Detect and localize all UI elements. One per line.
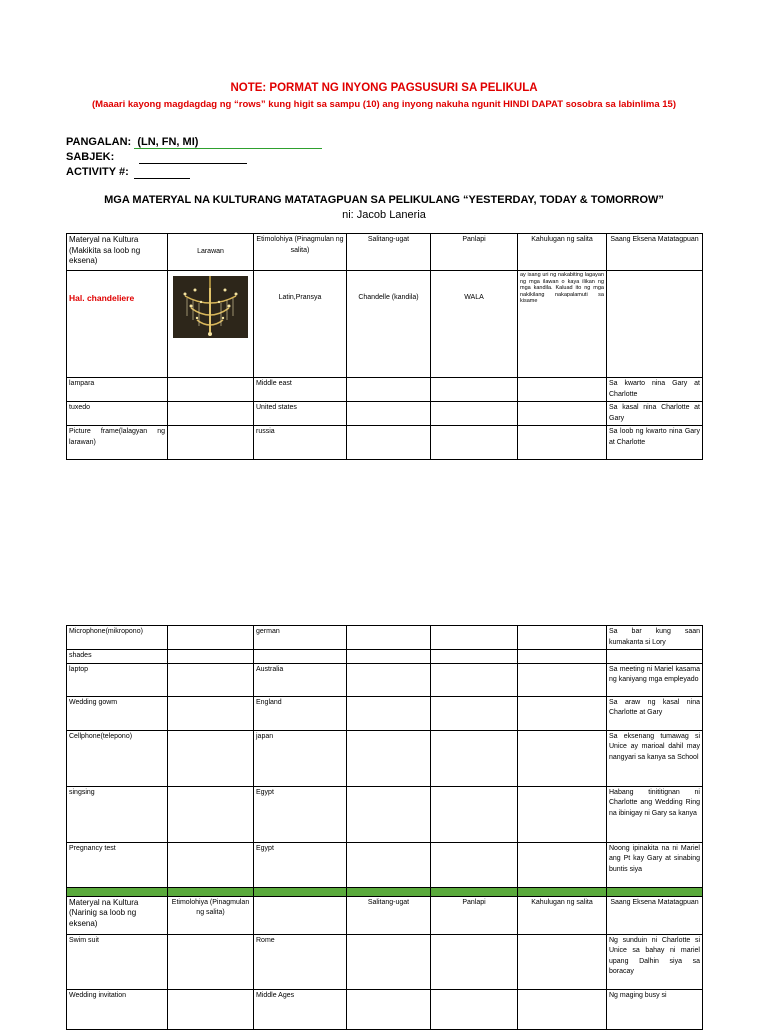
row-materyal: shades — [67, 650, 168, 664]
header2-eksena: Saang Eksena Matatagpuan — [607, 896, 703, 934]
note-subtitle: (Maaari kayong magdagdag ng “rows” kung higit sa sampu (10) ang inyong nakuha ngunit HINDI DAPAT sosobra sa labinlima 15) — [92, 99, 676, 110]
table-row — [67, 626, 703, 650]
header2-etimolohiya: Etimolohiya (Pinagmulan ng salita) — [168, 896, 254, 934]
header2-salitang-ugat: Salitang-ugat — [347, 896, 431, 934]
pangalan-blank[interactable] — [134, 136, 322, 149]
row-panlapi — [431, 378, 518, 402]
row-larawan — [168, 696, 254, 730]
table-header-row-2 — [67, 896, 703, 934]
row-kahulugan — [518, 378, 607, 402]
row-materyal: lampara — [67, 378, 168, 402]
table-header-row — [67, 234, 703, 271]
table-row — [67, 402, 703, 426]
header-eksena: Saang Eksena Matatagpuan — [607, 234, 703, 271]
green-cell — [607, 887, 703, 896]
table-materyal-1 — [66, 233, 703, 460]
table-row — [67, 650, 703, 664]
row-materyal: Wedding invitation — [67, 989, 168, 1029]
row-salitang-ugat — [347, 786, 431, 842]
example-eksena — [607, 271, 703, 378]
row-salitang-ugat — [347, 730, 431, 786]
row-kahulugan — [518, 650, 607, 664]
header-materyal: Materyal na Kultura (Makikita sa loob ng eksena) — [67, 234, 168, 271]
row-panlapi — [431, 426, 518, 460]
row-kahulugan — [518, 402, 607, 426]
table-row — [67, 730, 703, 786]
row-materyal: Wedding gowm — [67, 696, 168, 730]
row-eksena: Sa araw ng kasal nina Charlotte at Gary — [607, 696, 703, 730]
row-etimolohiya: Middle Ages — [254, 989, 347, 1029]
row-etimolohiya: Egypt — [254, 842, 347, 887]
green-cell — [254, 887, 347, 896]
row-kahulugan — [518, 842, 607, 887]
row-salitang-ugat — [347, 663, 431, 696]
row-materyal: Picture frame(lalagyan ng larawan) — [67, 426, 168, 460]
row-larawan — [168, 626, 254, 650]
row-etimolohiya: Egypt — [254, 786, 347, 842]
activity-label: ACTIVITY #: — [66, 166, 129, 178]
row-etimolohiya: german — [254, 626, 347, 650]
row-kahulugan — [518, 626, 607, 650]
note-title: NOTE: PORMAT NG INYONG PAGSUSURI SA PELIKULA — [230, 82, 538, 94]
main-byline: ni: Jacob Laneria — [342, 209, 426, 221]
row-eksena: Sa kwarto nina Gary at Charlotte — [607, 378, 703, 402]
row-kahulugan — [518, 934, 607, 989]
green-cell — [518, 887, 607, 896]
header-larawan: Larawan — [168, 234, 254, 271]
row-eksena: Ng sunduin ni Charlotte si Unice sa bahay ni mariel upang Dalhin siya sa boracay — [607, 934, 703, 989]
table-materyal-2 — [66, 625, 703, 1030]
row-panlapi — [431, 842, 518, 887]
row-panlapi — [431, 934, 518, 989]
row-etimolohiya: Australia — [254, 663, 347, 696]
row-etimolohiya: Rome — [254, 934, 347, 989]
row-panlapi — [431, 402, 518, 426]
row-etimolohiya — [254, 650, 347, 664]
header-panlapi: Panlapi — [431, 234, 518, 271]
row-eksena: Habang tinititignan ni Charlotte ang Wedding Ring na ibinigay ni Gary sa kanya — [607, 786, 703, 842]
header2-panlapi: Panlapi — [431, 896, 518, 934]
row-larawan — [168, 650, 254, 664]
example-larawan — [168, 271, 254, 378]
row-salitang-ugat — [347, 989, 431, 1029]
pangalan-label: PANGALAN: — [66, 136, 132, 148]
sabjek-blank[interactable] — [139, 151, 247, 164]
row-materyal: Microphone(mikropono) — [67, 626, 168, 650]
row-panlapi — [431, 650, 518, 664]
table-row — [67, 696, 703, 730]
header2-kahulugan: Kahulugan ng salita — [518, 896, 607, 934]
row-salitang-ugat — [347, 426, 431, 460]
green-cell — [168, 887, 254, 896]
row-salitang-ugat — [347, 402, 431, 426]
table-row — [67, 786, 703, 842]
sabjek-field — [66, 151, 247, 164]
table-row — [67, 989, 703, 1029]
row-panlapi — [431, 989, 518, 1029]
sabjek-label: SABJEK: — [66, 151, 115, 163]
activity-blank[interactable] — [134, 166, 190, 179]
row-materyal: singsing — [67, 786, 168, 842]
green-cell — [431, 887, 518, 896]
row-etimolohiya: England — [254, 696, 347, 730]
row-kahulugan — [518, 426, 607, 460]
row-panlapi — [431, 663, 518, 696]
row-eksena: Sa loob ng kwarto nina Gary at Charlotte — [607, 426, 703, 460]
row-kahulugan — [518, 786, 607, 842]
table-row — [67, 426, 703, 460]
table-row — [67, 378, 703, 402]
row-larawan — [168, 786, 254, 842]
row-eksena: Sa eksenang tumawag si Unice ay marioal dahil may nangyari sa kanya sa School — [607, 730, 703, 786]
example-panlapi: WALA — [431, 271, 518, 378]
main-title: MGA MATERYAL NA KULTURANG MATATAGPUAN SA PELIKULANG “YESTERDAY, TODAY & TOMORROW” — [104, 194, 664, 206]
row-empty — [168, 989, 254, 1029]
row-empty — [168, 934, 254, 989]
row-eksena: Ng maging busy si — [607, 989, 703, 1029]
row-larawan — [168, 378, 254, 402]
row-etimolohiya: Middle east — [254, 378, 347, 402]
pangalan-value: (LN, FN, MI) — [137, 136, 199, 148]
row-salitang-ugat — [347, 626, 431, 650]
row-materyal: tuxedo — [67, 402, 168, 426]
green-cell — [67, 887, 168, 896]
row-kahulugan — [518, 989, 607, 1029]
activity-field — [66, 166, 190, 179]
row-larawan — [168, 402, 254, 426]
green-divider-row — [67, 887, 703, 896]
row-etimolohiya: russia — [254, 426, 347, 460]
header-kahulugan: Kahulugan ng salita — [518, 234, 607, 271]
row-larawan — [168, 842, 254, 887]
row-panlapi — [431, 786, 518, 842]
row-larawan — [168, 663, 254, 696]
row-salitang-ugat — [347, 934, 431, 989]
chandelier-icon — [173, 276, 248, 338]
row-salitang-ugat — [347, 378, 431, 402]
row-kahulugan — [518, 696, 607, 730]
green-cell — [347, 887, 431, 896]
pangalan-field — [66, 136, 322, 149]
example-etimolohiya: Latin,Pransya — [254, 271, 347, 378]
table-row — [67, 663, 703, 696]
chandelier-photo — [173, 276, 248, 338]
row-eksena: Noong ipinakita na ni Mariel ang Pt kay Gary at sinabing buntis siya — [607, 842, 703, 887]
row-materyal: Pregnancy test — [67, 842, 168, 887]
example-kahulugan: ay isang uri ng nakabiting lagayan ng mga ilawan o kaya ilikan ng mga kandila. Kaluad ito ng mga nakikilang nakapalamuti sa kisame — [518, 271, 607, 378]
header-etimolohiya: Etimolohiya (Pinagmulan ng salita) — [254, 234, 347, 271]
row-salitang-ugat — [347, 696, 431, 730]
row-panlapi — [431, 730, 518, 786]
row-kahulugan — [518, 730, 607, 786]
row-materyal: Cellphone(telepono) — [67, 730, 168, 786]
header2-blank — [254, 896, 347, 934]
header-salitang-ugat: Salitang-ugat — [347, 234, 431, 271]
row-larawan — [168, 426, 254, 460]
header2-materyal: Materyal na Kultura (Narinig sa loob ng eksena) — [67, 896, 168, 934]
table-row — [67, 934, 703, 989]
row-larawan — [168, 730, 254, 786]
table-row — [67, 842, 703, 887]
row-eksena: Sa kasal nina Charlotte at Gary — [607, 402, 703, 426]
example-row — [67, 271, 703, 378]
row-salitang-ugat — [347, 650, 431, 664]
row-eksena: Sa bar kung saan kumakanta si Lory — [607, 626, 703, 650]
row-panlapi — [431, 626, 518, 650]
row-materyal: laptop — [67, 663, 168, 696]
row-eksena — [607, 650, 703, 664]
row-etimolohiya: japan — [254, 730, 347, 786]
row-materyal: Swim suit — [67, 934, 168, 989]
row-panlapi — [431, 696, 518, 730]
row-salitang-ugat — [347, 842, 431, 887]
row-etimolohiya: United states — [254, 402, 347, 426]
example-salitang-ugat: Chandelle (kandila) — [347, 271, 431, 378]
row-eksena: Sa meeting ni Mariel kasama ng kaniyang mga empleyado — [607, 663, 703, 696]
example-materyal: Hal. chandeliere — [67, 271, 168, 378]
row-kahulugan — [518, 663, 607, 696]
